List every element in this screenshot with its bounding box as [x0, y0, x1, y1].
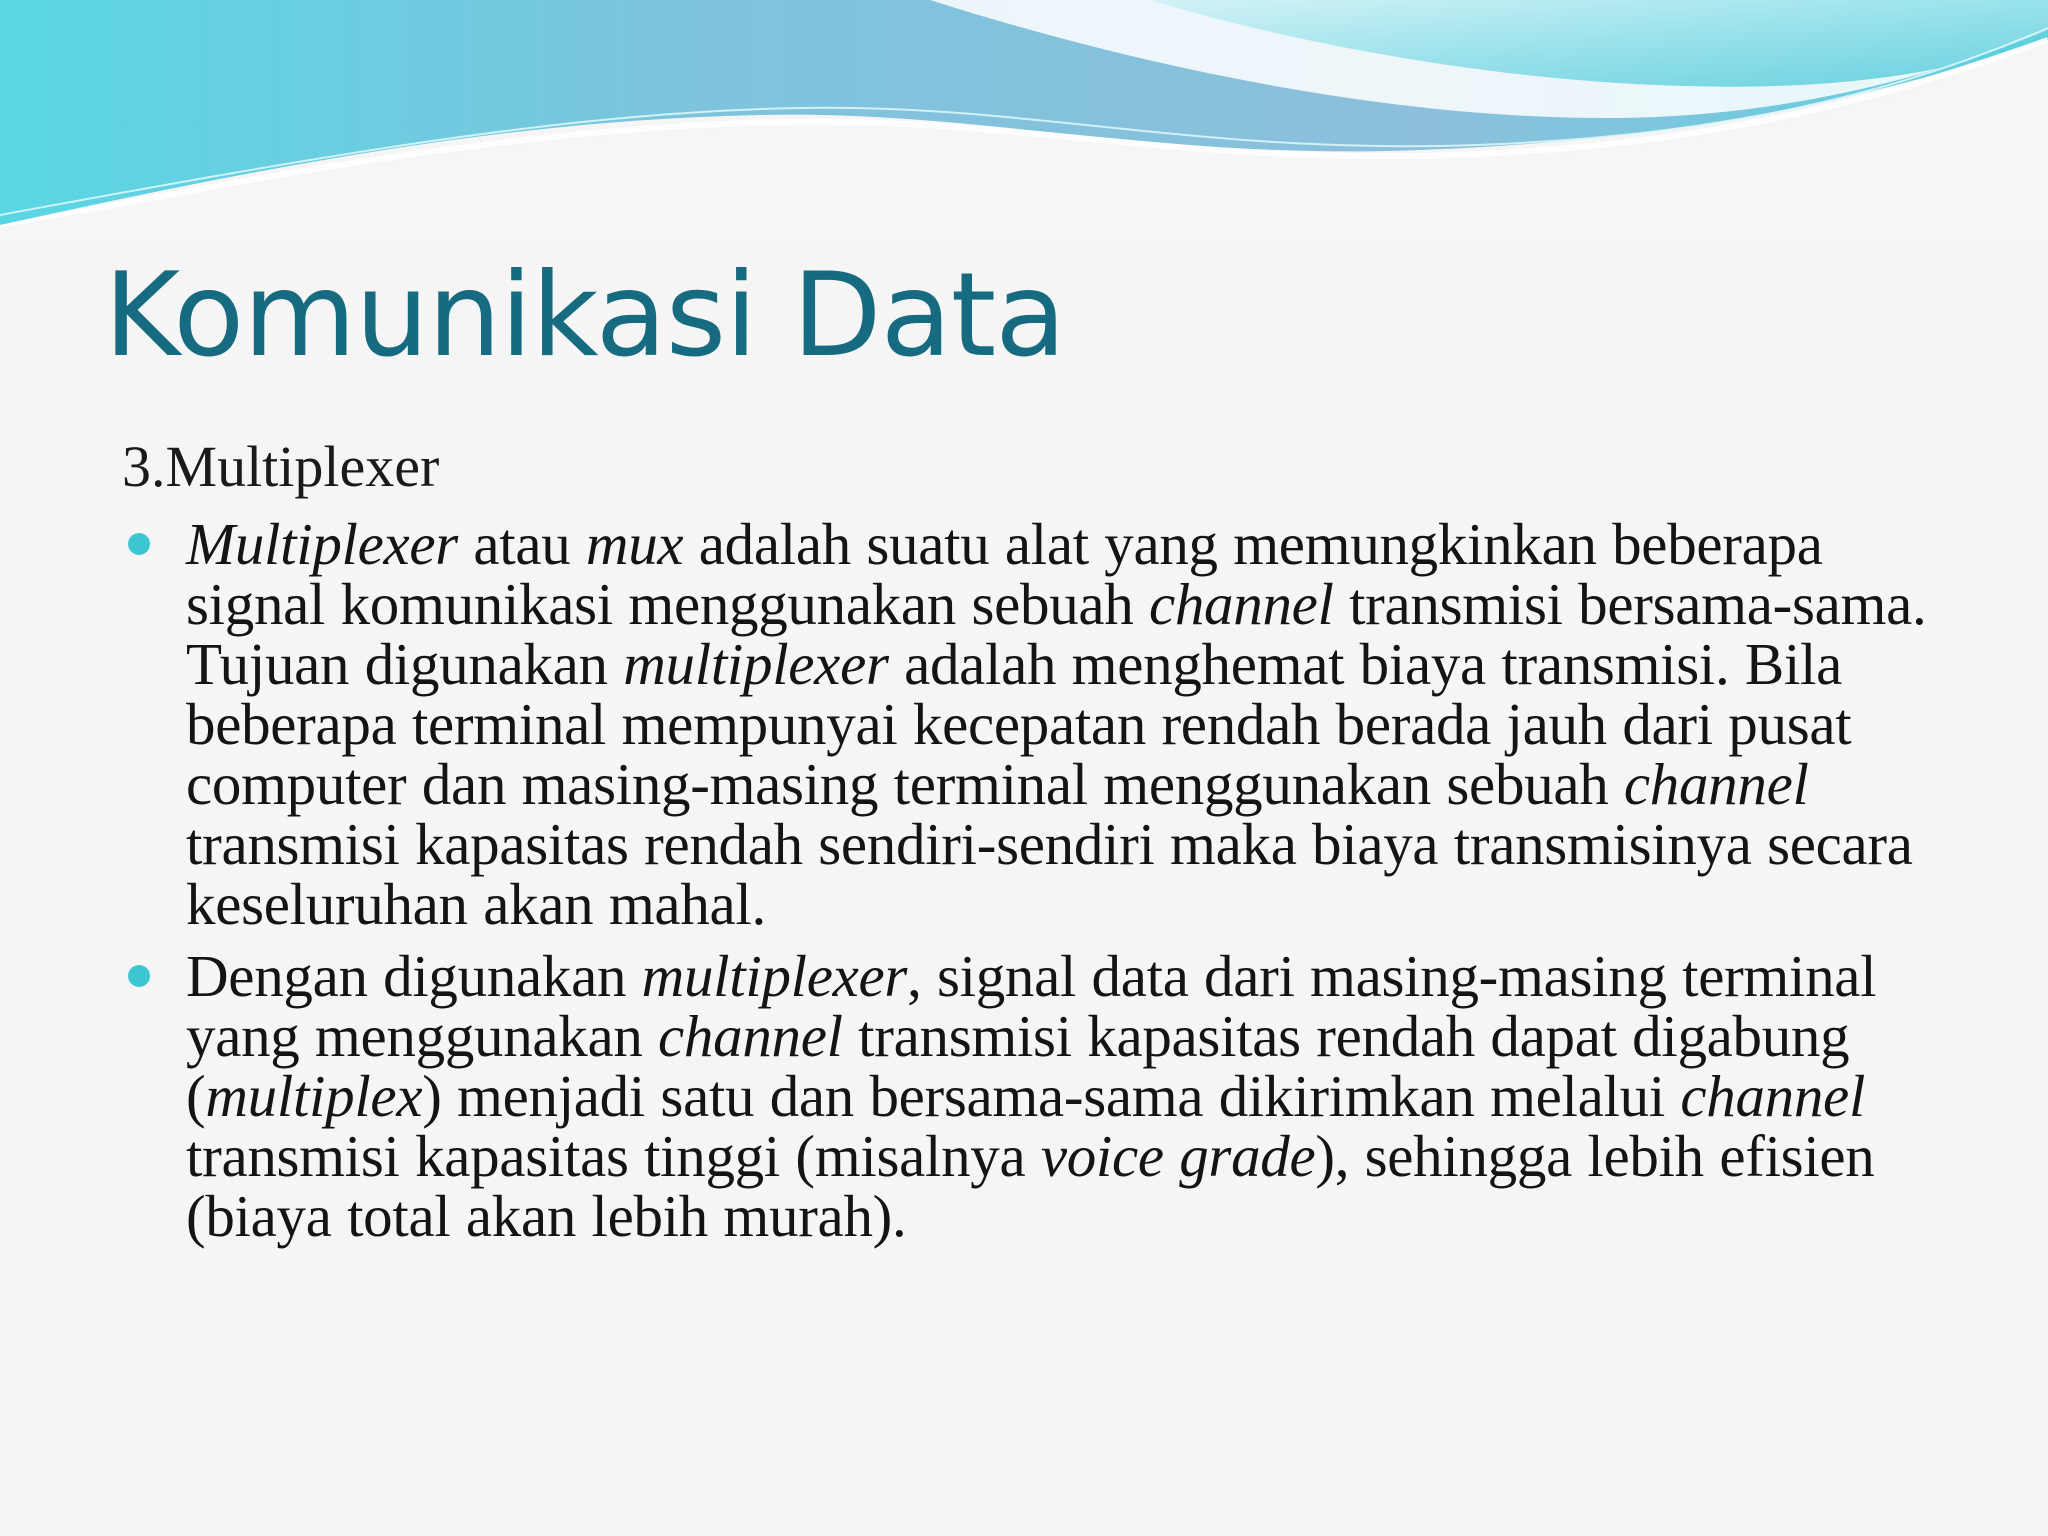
italic-term: channel — [1623, 751, 1809, 817]
bullet-text — [186, 511, 1926, 937]
text-run: transmisi kapasitas tinggi (misalnya — [186, 1123, 1041, 1189]
slide-title: Komunikasi Data — [104, 248, 1066, 383]
italic-term: channel — [658, 1003, 843, 1069]
text-run: transmisi bersama-sama. Tujuan digunakan — [186, 571, 1927, 697]
bullet-item — [124, 943, 1944, 1249]
italic-term: voice grade — [1040, 1123, 1316, 1189]
decorative-wave-banner — [0, 0, 2048, 240]
text-run: adalah suatu alat yang memungkinkan beberapa signal komunikasi menggunakan sebuah — [186, 511, 1823, 637]
italic-term: channel — [1680, 1063, 1866, 1129]
bullet-list — [124, 511, 1944, 1258]
text-run: transmisi kapasitas rendah dapat digabung ( — [186, 1003, 1850, 1129]
italic-term: channel — [1148, 571, 1334, 637]
italic-term: mux — [585, 511, 684, 577]
text-run: atau — [457, 511, 586, 577]
text-run: Dengan digunakan — [186, 943, 642, 1009]
bullet-item — [124, 511, 1944, 937]
bullet-dot-icon — [128, 533, 150, 555]
section-heading: 3.Multiplexer — [122, 434, 440, 499]
italic-term: multiplexer — [641, 943, 908, 1009]
text-run: adalah menghemat biaya transmisi. Bila beberapa terminal mempunyai kecepatan rendah berada jauh dari pusat computer dan masing-masing terminal menggunakan sebuah — [186, 631, 1852, 817]
bullet-dot-icon — [128, 965, 150, 987]
text-run: ) menjadi satu dan bersama-sama dikirimkan melalui — [422, 1063, 1681, 1129]
italic-term: multiplex — [205, 1063, 423, 1129]
italic-term: multiplexer — [623, 631, 889, 697]
bullet-text — [186, 943, 1876, 1249]
text-run: , signal data dari masing-masing terminal yang menggunakan — [186, 943, 1877, 1069]
text-run: ), sehingga lebih efisien (biaya total akan lebih murah). — [186, 1123, 1875, 1249]
italic-term: Multiplexer — [186, 511, 458, 577]
text-run: transmisi kapasitas rendah sendiri-sendiri maka biaya transmisinya secara keseluruhan akan mahal. — [186, 811, 1913, 937]
